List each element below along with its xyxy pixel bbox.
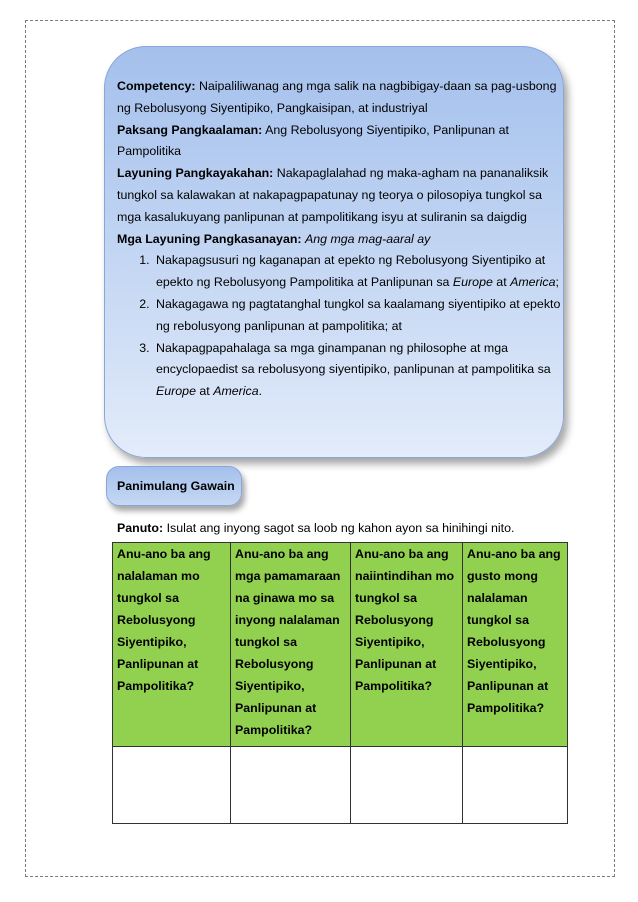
answer-table	[112, 542, 568, 824]
skills-item-text: .	[258, 384, 263, 399]
skills-item-2	[153, 294, 564, 338]
skills-item-place: America	[213, 384, 259, 399]
skills-label: Mga Layuning Pangkasanayan:	[117, 231, 302, 246]
instructions	[117, 518, 577, 538]
goal-label: Layuning Pangkayakahan:	[117, 166, 274, 181]
activity-tag	[106, 466, 242, 506]
table-answer-row	[113, 747, 568, 824]
skills-item-place: Europe	[452, 275, 493, 290]
competency-text: Naipaliliwanag ang mga salik na nagbibigay-daan sa pag-usbong ng Rebolusyong Siyentipiko, Pangkaisipan, at industriyal	[117, 79, 557, 115]
skills-intro: Ang mga mag-aaral ay	[304, 231, 431, 246]
table-header-cell: Anu-ano ba ang nalalaman mo tungkol sa Rebolusyong Siyentipiko, Panlipunan at Pampolitika?	[113, 543, 231, 747]
skills-item-text: ;	[555, 275, 559, 290]
table-header-row	[113, 543, 568, 747]
topic-paragraph	[117, 120, 564, 164]
skills-item-1	[153, 250, 564, 294]
answer-cell[interactable]	[463, 747, 568, 824]
answer-cell[interactable]	[351, 747, 463, 824]
topic-label: Paksang Pangkaalaman:	[117, 122, 263, 137]
goal-paragraph	[117, 163, 564, 228]
instructions-label: Panuto:	[117, 521, 164, 535]
skills-paragraph	[117, 229, 564, 251]
table-header-cell: Anu-ano ba ang naiintindihan mo tungkol sa Rebolusyong Siyentipiko, Panlipunan at Pampolitika?	[351, 543, 463, 747]
table-header-cell: Anu-ano ba ang mga pamamaraan na ginawa mo sa inyong nalalaman tungkol sa Rebolusyong Siyentipiko, Panlipunan at Pampolitika?	[231, 543, 351, 747]
skills-item-text: Nakapagsusuri ng kaganapan at epekto ng Rebolusyong Siyentipiko at epekto ng Rebolusyong Pampolitika at Panlipunan sa	[156, 253, 546, 290]
competency-text-block	[117, 76, 564, 403]
skills-item-place: America	[510, 275, 556, 290]
activity-tag-label: Panimulang Gawain	[117, 479, 235, 493]
goal-text: Nakapaglalahad ng maka-agham na pananaliksik tungkol sa kalawakan at nakapagpapatunay ng teorya o pilosopiya tungkol sa mga kasalukuyang panlipunan at pampolitikang isyu at suliranin sa daigdig	[117, 166, 549, 224]
skills-item-text: Nakapagpapahalaga sa mga ginampanan ng philosophe at mga encyclopaedist sa rebolusyong siyentipiko, panlipunan at pampolitika sa	[156, 340, 551, 377]
answer-cell[interactable]	[231, 747, 351, 824]
skills-item-place: Europe	[156, 384, 196, 399]
answer-cell[interactable]	[113, 747, 231, 824]
skills-item-text: Nakagagawa ng pagtatanghal tungkol sa kaalamang siyentipiko at epekto ng rebolusyong panlipunan at pampolitika; at	[156, 296, 561, 333]
skills-item-3	[153, 338, 564, 403]
skills-list	[117, 250, 564, 403]
topic-text: Ang Rebolusyong Siyentipiko, Panlipunan at Pampolitika	[117, 122, 509, 159]
skills-item-text: at	[492, 275, 511, 290]
competency-paragraph	[117, 76, 564, 120]
table-header-cell: Anu-ano ba ang gusto mong nalalaman tungkol sa Rebolusyong Siyentipiko, Panlipunan at Pampolitika?	[463, 543, 568, 747]
skills-item-text: at	[195, 384, 214, 399]
instructions-text: Isulat ang inyong sagot sa loob ng kahon ayon sa hinihingi nito.	[166, 521, 515, 535]
competency-label: Competency:	[117, 79, 196, 93]
